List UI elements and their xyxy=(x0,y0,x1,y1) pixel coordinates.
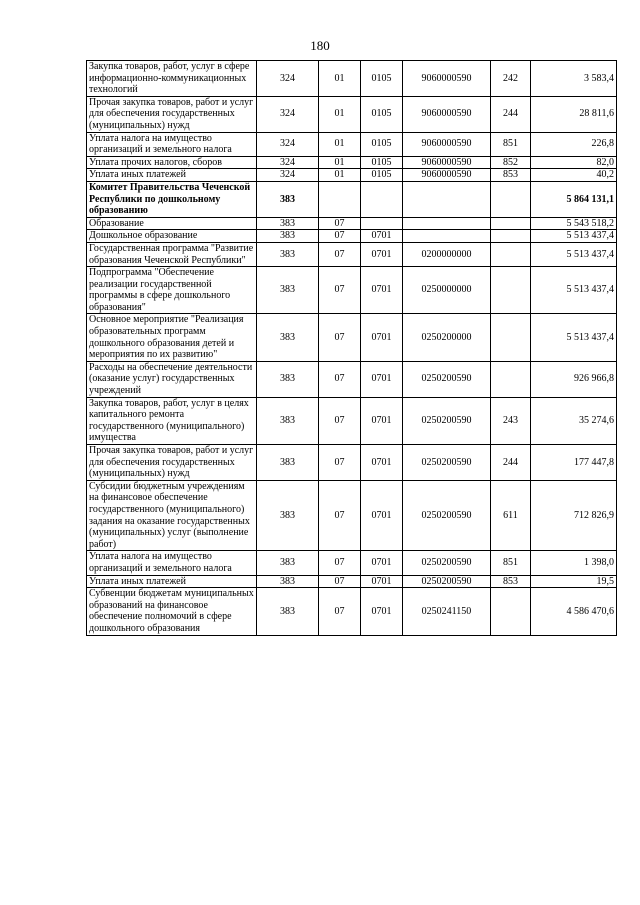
cell-target-article: 9060000590 xyxy=(403,156,491,169)
cell-subsection-code: 0105 xyxy=(361,156,403,169)
cell-name: Расходы на обеспечение деятельности (оказание услуг) государственных учреждений xyxy=(87,361,257,397)
cell-ministry-code: 383 xyxy=(257,397,319,444)
page-number: 180 xyxy=(310,38,330,53)
cell-amount: 4 586 470,6 xyxy=(531,588,617,635)
cell-name: Государственная программа "Развитие образования Чеченской Республики" xyxy=(87,242,257,266)
cell-target-article: 0250200000 xyxy=(403,314,491,361)
cell-subsection-code: 0701 xyxy=(361,575,403,588)
cell-amount: 5 864 131,1 xyxy=(531,181,617,217)
cell-section-code: 07 xyxy=(319,242,361,266)
cell-expense-type: 853 xyxy=(491,169,531,182)
budget-table xyxy=(86,60,617,636)
cell-subsection-code: 0701 xyxy=(361,230,403,243)
cell-subsection-code: 0701 xyxy=(361,242,403,266)
cell-expense-type: 611 xyxy=(491,480,531,551)
cell-amount: 5 543 518,2 xyxy=(531,217,617,230)
cell-expense-type xyxy=(491,217,531,230)
cell-ministry-code: 324 xyxy=(257,61,319,97)
cell-expense-type xyxy=(491,588,531,635)
cell-section-code: 07 xyxy=(319,480,361,551)
cell-target-article: 9060000590 xyxy=(403,169,491,182)
cell-expense-type: 242 xyxy=(491,61,531,97)
cell-section-code: 01 xyxy=(319,132,361,156)
cell-amount: 35 274,6 xyxy=(531,397,617,444)
cell-subsection-code: 0701 xyxy=(361,445,403,481)
cell-amount: 40,2 xyxy=(531,169,617,182)
cell-subsection-code: 0701 xyxy=(361,588,403,635)
cell-expense-type xyxy=(491,361,531,397)
cell-subsection-code: 0105 xyxy=(361,132,403,156)
cell-amount: 19,5 xyxy=(531,575,617,588)
cell-expense-type xyxy=(491,267,531,314)
table-row xyxy=(87,132,617,156)
table-row xyxy=(87,96,617,132)
cell-ministry-code: 383 xyxy=(257,361,319,397)
cell-subsection-code: 0701 xyxy=(361,551,403,575)
cell-section-code: 07 xyxy=(319,397,361,444)
cell-target-article: 0250200590 xyxy=(403,397,491,444)
cell-section-code: 01 xyxy=(319,156,361,169)
cell-name: Прочая закупка товаров, работ и услуг для обеспечения государственных (муниципальных) нужд xyxy=(87,96,257,132)
cell-amount: 5 513 437,4 xyxy=(531,314,617,361)
cell-target-article: 0250200590 xyxy=(403,480,491,551)
table-body xyxy=(87,61,617,636)
table-row xyxy=(87,217,617,230)
table-row xyxy=(87,588,617,635)
cell-target-article: 0250200590 xyxy=(403,575,491,588)
cell-amount: 28 811,6 xyxy=(531,96,617,132)
cell-subsection-code: 0701 xyxy=(361,314,403,361)
cell-ministry-code: 324 xyxy=(257,156,319,169)
cell-amount: 926 966,8 xyxy=(531,361,617,397)
cell-target-article: 9060000590 xyxy=(403,132,491,156)
table-row xyxy=(87,575,617,588)
cell-expense-type xyxy=(491,314,531,361)
cell-name: Закупка товаров, работ, услуг в сфере информационно-коммуникационных технологий xyxy=(87,61,257,97)
cell-expense-type: 244 xyxy=(491,445,531,481)
cell-section-code: 07 xyxy=(319,230,361,243)
cell-name: Закупка товаров, работ, услуг в целях капитального ремонта государственного (муниципального) имущества xyxy=(87,397,257,444)
cell-ministry-code: 383 xyxy=(257,242,319,266)
cell-ministry-code: 383 xyxy=(257,217,319,230)
cell-expense-type xyxy=(491,242,531,266)
table-row xyxy=(87,156,617,169)
cell-name: Комитет Правительства Чеченской Республики по дошкольному образованию xyxy=(87,181,257,217)
cell-name: Дошкольное образование xyxy=(87,230,257,243)
table-row xyxy=(87,242,617,266)
cell-section-code: 01 xyxy=(319,96,361,132)
cell-name: Образование xyxy=(87,217,257,230)
cell-amount: 5 513 437,4 xyxy=(531,230,617,243)
cell-ministry-code: 383 xyxy=(257,314,319,361)
cell-subsection-code: 0701 xyxy=(361,480,403,551)
table-row xyxy=(87,445,617,481)
cell-ministry-code: 383 xyxy=(257,181,319,217)
cell-amount: 1 398,0 xyxy=(531,551,617,575)
cell-ministry-code: 324 xyxy=(257,169,319,182)
cell-name: Уплата прочих налогов, сборов xyxy=(87,156,257,169)
cell-name: Прочая закупка товаров, работ и услуг для обеспечения государственных (муниципальных) нужд xyxy=(87,445,257,481)
cell-target-article: 0250241150 xyxy=(403,588,491,635)
cell-target-article: 0200000000 xyxy=(403,242,491,266)
cell-section-code: 01 xyxy=(319,169,361,182)
cell-target-article xyxy=(403,230,491,243)
cell-ministry-code: 383 xyxy=(257,230,319,243)
cell-name: Уплата налога на имущество организаций и земельного налога xyxy=(87,551,257,575)
cell-ministry-code: 383 xyxy=(257,588,319,635)
cell-section-code: 07 xyxy=(319,588,361,635)
cell-name: Субсидии бюджетным учреждениям на финансовое обеспечение государственного (муниципального) задания на оказание государственных (муниципальных) услуг (выполнение работ) xyxy=(87,480,257,551)
table-row xyxy=(87,361,617,397)
cell-expense-type: 851 xyxy=(491,551,531,575)
cell-ministry-code: 324 xyxy=(257,96,319,132)
cell-subsection-code: 0701 xyxy=(361,361,403,397)
cell-section-code: 07 xyxy=(319,575,361,588)
table-row xyxy=(87,169,617,182)
cell-name: Субвенции бюджетам муниципальных образований на финансовое обеспечение полномочий в сфере дошкольного образования xyxy=(87,588,257,635)
table-row xyxy=(87,314,617,361)
cell-name: Уплата иных платежей xyxy=(87,169,257,182)
cell-amount: 82,0 xyxy=(531,156,617,169)
cell-name: Уплата налога на имущество организаций и земельного налога xyxy=(87,132,257,156)
table-row xyxy=(87,267,617,314)
table-row xyxy=(87,480,617,551)
cell-subsection-code: 0105 xyxy=(361,61,403,97)
cell-section-code: 07 xyxy=(319,217,361,230)
cell-target-article xyxy=(403,181,491,217)
cell-section-code xyxy=(319,181,361,217)
cell-ministry-code: 324 xyxy=(257,132,319,156)
table-row xyxy=(87,551,617,575)
cell-section-code: 07 xyxy=(319,361,361,397)
cell-name: Уплата иных платежей xyxy=(87,575,257,588)
cell-target-article: 0250000000 xyxy=(403,267,491,314)
cell-amount: 177 447,8 xyxy=(531,445,617,481)
cell-expense-type xyxy=(491,230,531,243)
cell-ministry-code: 383 xyxy=(257,480,319,551)
cell-section-code: 07 xyxy=(319,445,361,481)
cell-ministry-code: 383 xyxy=(257,267,319,314)
cell-expense-type: 244 xyxy=(491,96,531,132)
cell-section-code: 07 xyxy=(319,551,361,575)
cell-expense-type: 243 xyxy=(491,397,531,444)
cell-target-article: 0250200590 xyxy=(403,361,491,397)
cell-name: Подпрограмма "Обеспечение реализации государственной программы в сфере дошкольного образования" xyxy=(87,267,257,314)
cell-amount: 3 583,4 xyxy=(531,61,617,97)
cell-target-article xyxy=(403,217,491,230)
cell-subsection-code xyxy=(361,217,403,230)
cell-subsection-code: 0105 xyxy=(361,169,403,182)
cell-expense-type: 852 xyxy=(491,156,531,169)
cell-subsection-code xyxy=(361,181,403,217)
cell-amount: 5 513 437,4 xyxy=(531,242,617,266)
cell-amount: 226,8 xyxy=(531,132,617,156)
cell-expense-type: 853 xyxy=(491,575,531,588)
cell-ministry-code: 383 xyxy=(257,551,319,575)
cell-amount: 712 826,9 xyxy=(531,480,617,551)
cell-target-article: 0250200590 xyxy=(403,551,491,575)
cell-ministry-code: 383 xyxy=(257,575,319,588)
table-row xyxy=(87,181,617,217)
cell-name: Основное мероприятие "Реализация образовательных программ дошкольного образования детей и мероприятия по их развитию" xyxy=(87,314,257,361)
cell-amount: 5 513 437,4 xyxy=(531,267,617,314)
cell-subsection-code: 0701 xyxy=(361,397,403,444)
cell-subsection-code: 0105 xyxy=(361,96,403,132)
cell-target-article: 9060000590 xyxy=(403,61,491,97)
cell-section-code: 01 xyxy=(319,61,361,97)
table-row xyxy=(87,61,617,97)
cell-section-code: 07 xyxy=(319,267,361,314)
cell-target-article: 9060000590 xyxy=(403,96,491,132)
table-row xyxy=(87,230,617,243)
cell-section-code: 07 xyxy=(319,314,361,361)
cell-expense-type xyxy=(491,181,531,217)
cell-target-article: 0250200590 xyxy=(403,445,491,481)
cell-ministry-code: 383 xyxy=(257,445,319,481)
table-row xyxy=(87,397,617,444)
cell-subsection-code: 0701 xyxy=(361,267,403,314)
cell-expense-type: 851 xyxy=(491,132,531,156)
